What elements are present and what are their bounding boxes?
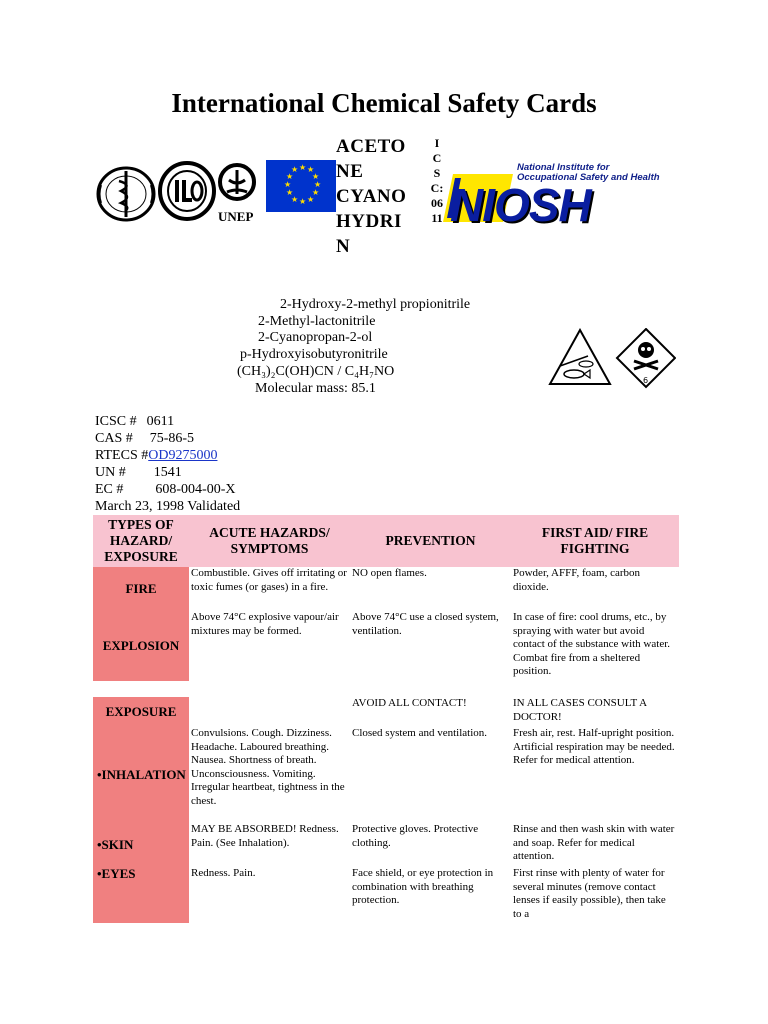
cas-label: CAS # xyxy=(95,431,133,446)
rtecs-row xyxy=(95,447,240,464)
svg-text:★: ★ xyxy=(286,172,294,181)
logo-strip xyxy=(95,160,685,230)
table-row-eyes xyxy=(93,867,679,923)
svg-text:★: ★ xyxy=(286,188,294,197)
table-row-exposure xyxy=(93,697,679,727)
un-row xyxy=(95,464,240,481)
table-cell: Face shield, or eye protection in combination with breathing protection. xyxy=(352,867,494,906)
category-exposure: EXPOSURE xyxy=(93,697,189,727)
category-inhalation: •INHALATION xyxy=(93,727,189,823)
table-header-row xyxy=(93,515,679,567)
icsc-row xyxy=(95,413,240,430)
ilo-logo xyxy=(157,160,217,222)
eu-flag xyxy=(266,160,336,212)
environment-hazard-icon xyxy=(550,330,610,384)
svg-text:★: ★ xyxy=(284,180,292,189)
table-cell: First rinse with plenty of water for several minutes (remove contact lenses if easily possible), then take to a xyxy=(513,867,666,920)
table-cell: Above 74°C explosive vapour/air mixtures may be formed. xyxy=(191,611,339,637)
category-fire: FIRE xyxy=(93,567,189,611)
table-gap xyxy=(93,681,679,697)
svg-text:★: ★ xyxy=(299,163,307,172)
niosh-caption-line: Occupational Safety and Health xyxy=(517,172,660,183)
table-cell: IN ALL CASES CONSULT A DOCTOR! xyxy=(513,697,647,723)
table-cell: Protective gloves. Protective clothing. xyxy=(352,823,479,849)
icsc-char: I xyxy=(434,136,440,150)
table-cell: Above 74°C use a closed system, ventilation. xyxy=(352,611,499,637)
niosh-caption-line: National Institute for xyxy=(517,162,610,173)
icsc-char: S xyxy=(433,166,441,180)
validation-date: March 23, 1998 Validated xyxy=(95,499,241,514)
hazard-table xyxy=(93,515,679,923)
svg-text:★: ★ xyxy=(314,180,322,189)
svg-text:★: ★ xyxy=(312,172,320,181)
hazard-pictograms xyxy=(548,328,676,390)
header-prevention: PREVENTION xyxy=(350,515,511,567)
icsc-char: C xyxy=(432,151,442,165)
rtecs-label: RTECS # xyxy=(95,448,149,463)
chemical-formula: (CH₃)₂C(OH)CN / C₄H₇NO xyxy=(237,364,395,379)
cas-row xyxy=(95,430,240,447)
synonym: p-Hydroxyisobutyronitrile xyxy=(240,347,388,362)
svg-text:★: ★ xyxy=(291,195,299,204)
chemical-name-line: N xyxy=(336,236,351,257)
synonym: 2-Hydroxy-2-methyl propionitrile xyxy=(280,297,471,312)
icsc-char: 11 xyxy=(431,211,443,225)
category-explosion: EXPLOSION xyxy=(93,611,189,681)
table-row-fire xyxy=(93,567,679,611)
table-row-explosion xyxy=(93,611,679,681)
chemical-name-line: NE xyxy=(336,161,364,182)
icsc-char: 06 xyxy=(431,196,443,210)
table-row-inhalation xyxy=(93,727,679,823)
chemical-name-line: HYDRI xyxy=(336,211,402,232)
unep-label: UNEP xyxy=(218,209,254,224)
category-eyes: •EYES xyxy=(93,867,189,923)
svg-text:★: ★ xyxy=(307,165,315,174)
synonym: 2-Methyl-lactonitrile xyxy=(258,314,376,329)
who-logo xyxy=(95,165,157,223)
svg-text:★: ★ xyxy=(307,195,315,204)
svg-text:★: ★ xyxy=(299,197,307,206)
table-cell: Rinse and then wash skin with water and soap. Refer for medical attention. xyxy=(513,823,675,862)
table-cell: Fresh air, rest. Half-upright position. Artificial respiration may be needed. Refer for medical attention. xyxy=(513,727,675,766)
identifiers-block xyxy=(95,413,240,515)
category-skin: •SKIN xyxy=(93,823,189,867)
icsc-label: ICSC # xyxy=(95,414,137,429)
ec-label: EC # xyxy=(95,482,124,497)
icsc-char: C: xyxy=(430,181,444,195)
rtecs-link[interactable]: OD9275000 xyxy=(148,448,218,463)
table-cell: AVOID ALL CONTACT! xyxy=(352,697,467,709)
molecular-mass: Molecular mass: 85.1 xyxy=(255,381,376,396)
header-acute: ACUTE HAZARDS/ SYMPTOMS xyxy=(189,515,350,567)
svg-text:★: ★ xyxy=(291,165,299,174)
table-cell xyxy=(189,697,350,727)
ec-row xyxy=(95,481,240,498)
chemical-name-line: ACETO xyxy=(336,136,406,157)
svg-text:★: ★ xyxy=(312,188,320,197)
un-value: 1541 xyxy=(153,465,182,480)
header-types: TYPES OF HAZARD/ EXPOSURE xyxy=(93,515,189,567)
chemical-name-line: CYANO xyxy=(336,186,407,207)
table-row-skin xyxy=(93,823,679,867)
table-cell: In case of fire: cool drums, etc., by spraying with water but avoid contact of the substance with water. Combat fire from a sheltered position. xyxy=(513,611,671,677)
page-title: International Chemical Safety Cards xyxy=(171,88,597,118)
unep-logo xyxy=(217,162,257,206)
table-cell: Combustible. Gives off irritating or toxic fumes (or gases) in a fire. xyxy=(191,567,347,593)
header-first-aid: FIRST AID/ FIRE FIGHTING xyxy=(511,515,679,567)
table-cell: Powder, AFFF, foam, carbon dioxide. xyxy=(513,567,641,593)
table-cell: Redness. Pain. xyxy=(191,867,256,879)
un-label: UN # xyxy=(95,465,126,480)
table-cell: MAY BE ABSORBED! Redness. Pain. (See Inhalation). xyxy=(191,823,339,849)
toxic-skull-icon xyxy=(617,329,675,387)
svg-text:6: 6 xyxy=(643,376,649,385)
cas-value: 75-86-5 xyxy=(149,431,195,446)
table-cell: NO open flames. xyxy=(352,567,427,579)
table-cell: Convulsions. Cough. Dizziness. Headache. Laboured breathing. Nausea. Shortness of breath. Unconsciousness. Vomiting. Irregular heartbeat, tightness in the chest. xyxy=(191,727,345,807)
synonym: 2-Cyanopropan-2-ol xyxy=(258,330,373,345)
niosh-logo-word: NIOSH xyxy=(450,179,591,231)
ec-value: 608-004-00-X xyxy=(155,482,236,497)
table-cell: Closed system and ventilation. xyxy=(352,727,488,739)
icsc-value: 0611 xyxy=(146,414,175,429)
